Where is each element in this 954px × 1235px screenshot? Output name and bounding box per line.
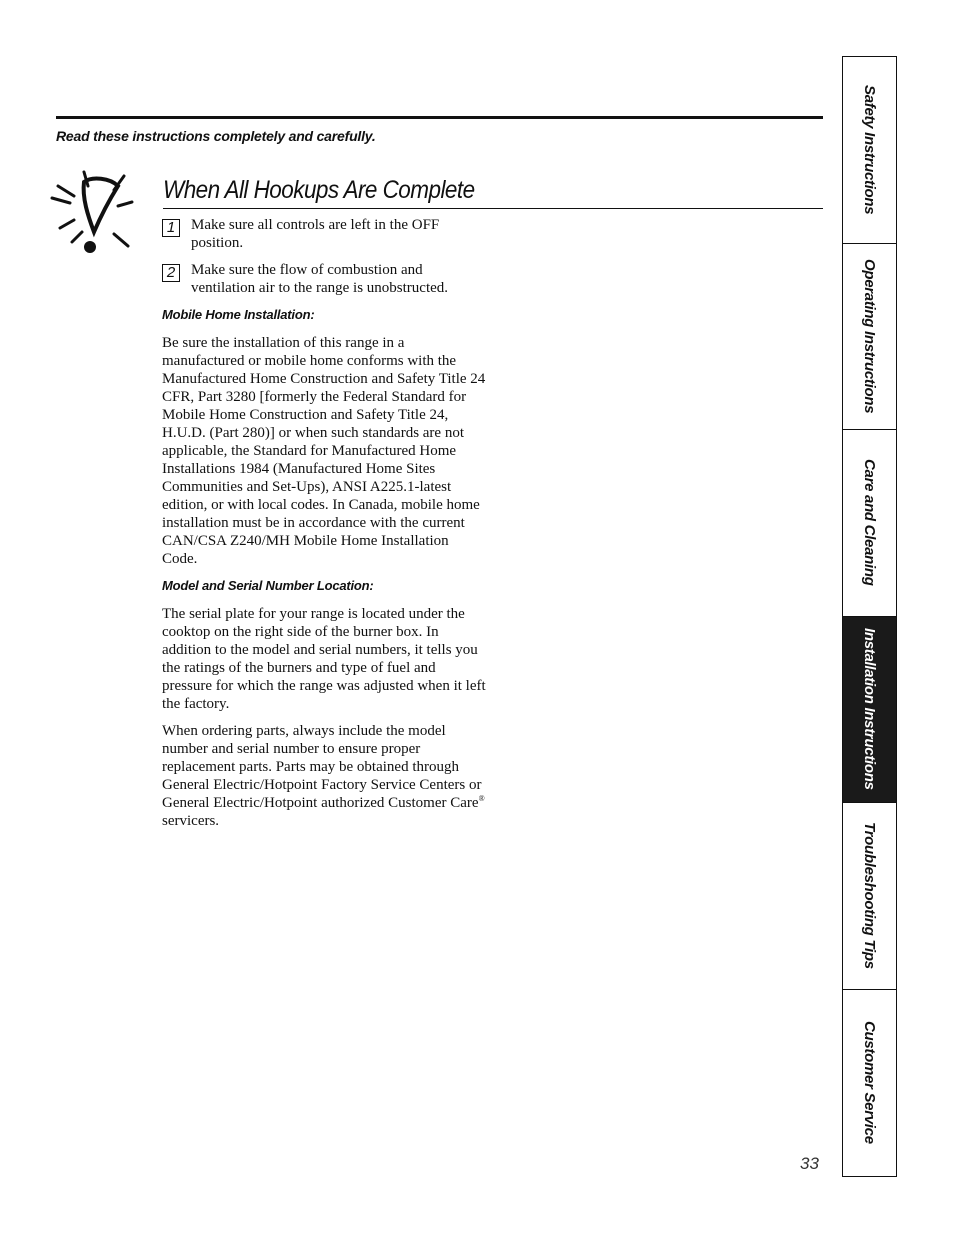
step-item — [162, 261, 487, 297]
ordering-parts-end: servicers. — [162, 813, 220, 829]
tab-operating-instructions[interactable] — [843, 244, 896, 431]
tab-label: Troubleshooting Tips — [861, 822, 878, 970]
serial-plate-paragraph: The serial plate for your range is located under the cooktop on the right side of the burner box. In addition to the model and serial numbers, it tells you the ratings of the burners and type of fuel and pressure for which the range was adjusted when it left the factory. — [162, 606, 486, 712]
page-number: 33 — [800, 1154, 819, 1173]
tab-customer-service[interactable] — [843, 990, 896, 1177]
tab-safety-instructions[interactable] — [843, 57, 896, 244]
step-number-box: 1 — [162, 219, 180, 237]
model-serial-heading: Model and Serial Number Location: — [162, 578, 374, 593]
ordering-parts-text: When ordering parts, always include the model number and serial number to ensure proper replacement parts. Parts may be obtained through General Electric/Hotpoint Factory Service Centers or General Electric/Hotpoint authorized Customer Care — [162, 723, 482, 811]
tab-installation-instructions[interactable] — [843, 617, 896, 804]
title-rule — [163, 208, 823, 209]
tab-label: Safety Instructions — [861, 85, 878, 215]
top-rule — [56, 116, 823, 119]
step-number-box: 2 — [162, 264, 180, 282]
tab-troubleshooting-tips[interactable] — [843, 803, 896, 990]
tab-label: Care and Cleaning — [861, 459, 878, 587]
tab-label: Operating Instructions — [861, 259, 878, 414]
mobile-home-paragraph: Be sure the installation of this range in a manufactured or mobile home conforms with the Manufactured Home Construction and Safety Title 24 CFR, Part 3280 [formerly the Federal Standard for Mobile Home Construction and Safety Title 24, H.U.D. (Part 280)] or when such standards are not applicable, the Standard for Manufactured Home Installations 1984 (Manufactured Home Sites Communities and Set-Ups), ANSI A225.1-latest edition, or with local codes. In Canada, mobile home installation must be in accordance with the current CAN/CSA Z240/MH Mobile Home Installation Code. — [162, 335, 486, 567]
mobile-home-heading: Mobile Home Installation: — [162, 307, 315, 322]
section-tabs — [842, 56, 897, 1177]
exclamation-burst-icon — [48, 168, 140, 258]
tab-care-and-cleaning[interactable] — [843, 430, 896, 617]
tab-label: Installation Instructions — [861, 628, 878, 791]
step-text: Make sure the flow of combustion and ventilation air to the range is unobstructed. — [191, 262, 449, 296]
read-instructions-note: Read these instructions completely and carefully. — [56, 128, 376, 144]
registered-mark: ® — [478, 794, 485, 803]
step-text: Make sure all controls are left in the OFF position. — [191, 217, 440, 251]
step-item — [162, 216, 487, 252]
ordering-parts-paragraph — [162, 722, 487, 830]
instructions-content — [162, 216, 487, 839]
tab-label: Customer Service — [861, 1021, 878, 1145]
section-title: When All Hookups Are Complete — [163, 176, 475, 204]
